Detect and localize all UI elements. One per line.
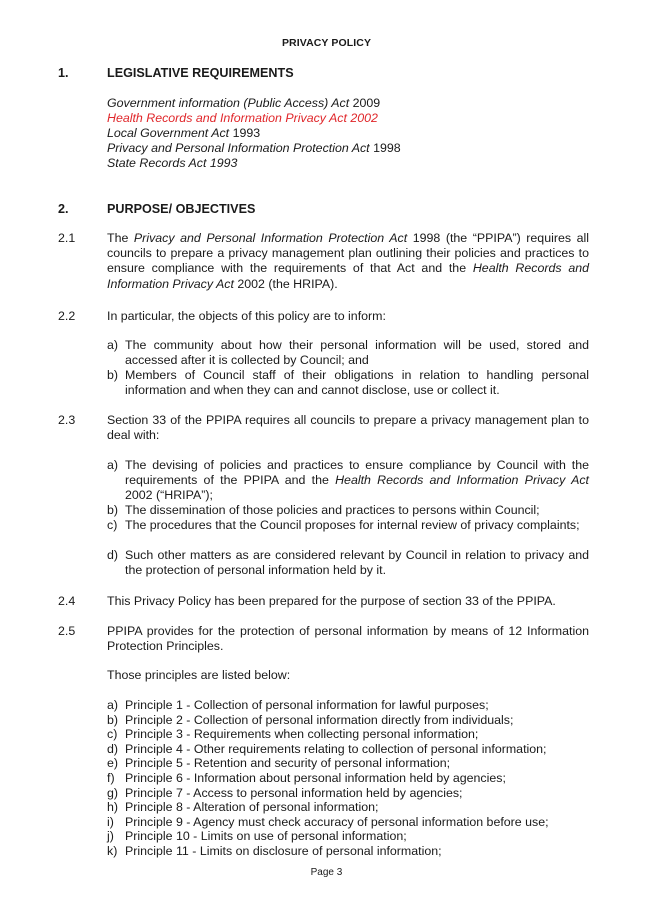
paragraph-2-1 [107, 231, 589, 292]
list-item [107, 338, 589, 368]
list-item [107, 548, 589, 578]
list-item [107, 698, 607, 713]
list-text: Principle 4 - Other requirements relating to collection of personal information; [125, 741, 547, 756]
list-marker: a) [107, 458, 119, 472]
act-line-highlighted [107, 111, 378, 125]
list-marker: d) [107, 741, 119, 756]
list-text: Principle 5 - Retention and security of personal information; [125, 756, 451, 771]
list-text: The dissemination of those policies and practices to persons within Council; [125, 503, 540, 517]
list-text: The procedures that the Council proposes for internal review of privacy complaints; [125, 518, 580, 532]
list-text: Principle 10 - Limits on use of personal information; [125, 829, 407, 844]
list-text: Principle 6 - Information about personal information held by agencies; [125, 770, 506, 785]
list-marker: c) [107, 727, 118, 742]
list-item [107, 458, 589, 504]
text-run: 2002 (“HRIPA”); [125, 488, 213, 503]
list-marker: h) [107, 800, 119, 815]
list-text: Principle 1 - Collection of personal information for lawful purposes; [125, 698, 489, 712]
act-line [107, 141, 401, 155]
list-marker: a) [107, 338, 119, 352]
list-marker: i) [107, 814, 114, 829]
list-text: Principle 3 - Requirements when collecting personal information; [125, 727, 479, 742]
list-item [107, 368, 589, 398]
list-item [107, 771, 607, 786]
list-marker: a) [107, 698, 119, 712]
list-item [107, 503, 589, 518]
section-1-heading: LEGISLATIVE REQUIREMENTS [107, 66, 294, 80]
section-2-number: 2. [58, 202, 69, 216]
list-text: Such other matters as are considered relevant by Council in relation to privacy and the protection of personal information held by it. [125, 548, 589, 578]
act-year: 1998 [369, 141, 401, 155]
para-number: 2.5 [58, 624, 76, 638]
list-text: Principle 9 - Agency must check accuracy of personal information before use; [125, 814, 549, 829]
act-year: 1993 [229, 126, 261, 140]
page-number: Page 3 [310, 867, 343, 878]
list-item [107, 815, 607, 830]
text-run: The [107, 231, 134, 245]
list-item [107, 518, 589, 533]
text-run: 2002 (the HRIPA). [233, 276, 338, 291]
act-name: Privacy and Personal Information Protection Act [107, 141, 370, 155]
list-text: Principle 11 - Limits on disclosure of personal information; [125, 843, 442, 858]
list-text: The community about how their personal information will be used, stored and accessed after it is collected by Council; and [125, 338, 589, 368]
para-number: 2.4 [58, 594, 76, 608]
list-marker: b) [107, 503, 119, 517]
list-item [107, 844, 607, 859]
para-number: 2.1 [58, 231, 76, 245]
list-text [125, 458, 589, 504]
list-item [107, 756, 607, 771]
act-name: Government information (Public Access) Act [107, 96, 350, 110]
paragraph-2-4: This Privacy Policy has been prepared for the purpose of section 33 of the PPIPA. [107, 594, 556, 608]
act-line [107, 126, 260, 140]
list-marker: b) [107, 712, 119, 727]
italic-run: Privacy and Personal Information Protection Act [133, 231, 408, 245]
list-item [107, 829, 607, 844]
act-name: Local Government Act [107, 126, 230, 140]
list-item [107, 800, 607, 815]
list-marker: g) [107, 785, 119, 800]
paragraph-2-2: In particular, the objects of this policy are to inform: [107, 309, 386, 323]
act-name: State Records Act 1993 [107, 156, 238, 170]
list-marker: k) [107, 843, 118, 858]
text-run: The devising of policies and practices to ensure compliance by Council with the requirements of the PPIPA and the [125, 458, 589, 488]
act-year: 2009 [349, 96, 381, 110]
list-marker: f) [107, 770, 115, 785]
list-marker: b) [107, 368, 119, 382]
text-run: 1998 (the “PPIPA”) requires all councils to prepare a privacy management plan outlining their policies and practices to ensure compliance with the requirements of that Act and the [107, 231, 590, 276]
list-item [107, 786, 607, 801]
list-text: Principle 7 - Access to personal information held by agencies; [125, 785, 463, 800]
principles-intro: Those principles are listed below: [107, 668, 291, 682]
list-marker: d) [107, 548, 119, 562]
italic-run: Health Records and Information Privacy Act [107, 261, 590, 291]
list-marker: j) [107, 829, 114, 844]
list-text: Members of Council staff of their obligations in relation to handling personal information and when they can and cannot disclose, use or collect it. [125, 368, 589, 398]
para-number: 2.3 [58, 413, 76, 427]
list-text: Principle 8 - Alteration of personal information; [125, 800, 379, 815]
list-text: Principle 2 - Collection of personal information directly from individuals; [125, 712, 514, 727]
act-line [107, 156, 237, 170]
page-title: PRIVACY POLICY [281, 37, 372, 49]
act-name: Health Records and Information Privacy Act 2002 [107, 111, 378, 125]
italic-run: Health Records and Information Privacy Act [335, 473, 589, 488]
list-item [107, 713, 607, 728]
principles-list [107, 698, 607, 859]
act-line [107, 96, 380, 110]
para-number: 2.2 [58, 309, 76, 323]
paragraph-2-3: Section 33 of the PPIPA requires all councils to prepare a privacy management plan to deal with: [107, 413, 589, 443]
list-marker: c) [107, 518, 118, 532]
section-2-heading: PURPOSE/ OBJECTIVES [107, 202, 256, 216]
list-item [107, 742, 607, 757]
list-marker: e) [107, 756, 119, 771]
section-1-number: 1. [58, 66, 69, 80]
paragraph-2-5: PPIPA provides for the protection of personal information by means of 12 Information Protection Principles. [107, 624, 589, 654]
list-item [107, 727, 607, 742]
